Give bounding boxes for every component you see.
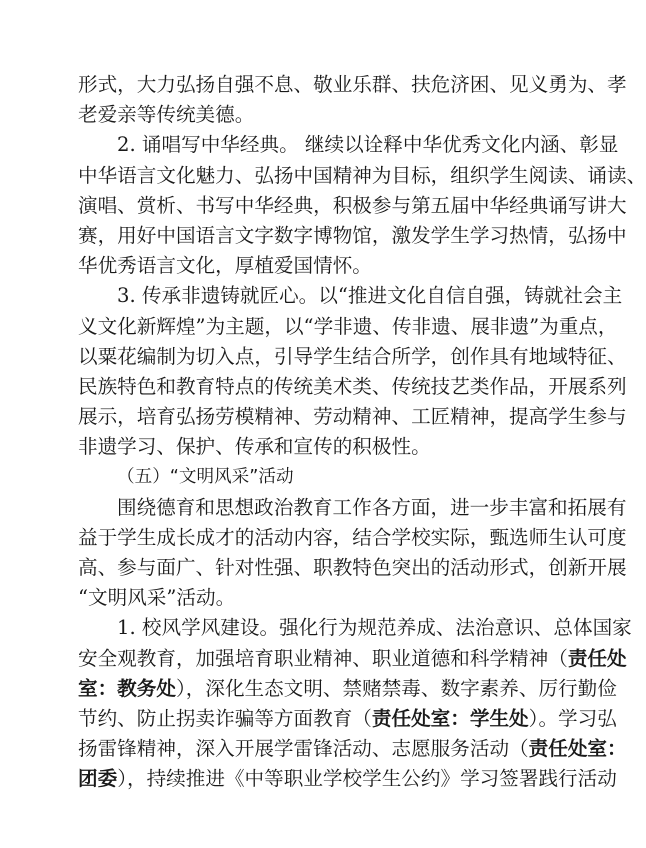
text-segment: 节约、防止拐卖诈骗等方面教育（ [78, 706, 372, 730]
text-line: 非遗学习、保护、传承和宣传的积极性。 [78, 435, 431, 459]
text-line: “文明风采”活动。 [78, 586, 236, 610]
text-line: 以粟花编制为切入点，引导学生结合所学，创作具有地域特征、 [78, 344, 627, 368]
text-line: 华优秀语言文化，厚植爱国情怀。 [78, 254, 372, 278]
text-line: 益于学生成长成才的活动内容，结合学校实际，甄选师生认可度 [78, 525, 627, 549]
text-line [78, 734, 627, 764]
text-line: 2. 诵唱写中华经典。 继续以诠释中华优秀文化内涵、彰显 [117, 133, 619, 157]
text-line: 中华语言文化魅力、弘扬中国精神为目标，组织学生阅读、诵读、 [78, 163, 646, 187]
text-line: 高、参与面广、针对性强、职教特色突出的活动形式，创新开展 [78, 556, 627, 579]
text-line: 赛，用好中国语言文字数字博物馆，激发学生学习热情，弘扬中 [78, 223, 627, 247]
text-segment: 安全观教育，加强培育职业精神、职业道德和科学精神（ [78, 646, 568, 670]
bold-text: 责任处 [567, 646, 627, 670]
text-line [78, 704, 617, 734]
text-segment: ）。学习弘 [528, 706, 617, 730]
text-line: 围绕德育和思想政治教育工作各方面，进一步丰富和拓展有 [117, 495, 627, 519]
text-line: 3. 传承非遗铸就匠心。以“推进文化自信自强，铸就社会主 [117, 284, 623, 308]
text-segment: ），深化生态文明、禁赌禁毒、数字素养、厉行勤俭 [175, 676, 617, 700]
text-line [78, 764, 617, 794]
text-line: 1. 校风学风建设。强化行为规范养成、法治意识、总体国家 [117, 616, 632, 640]
bold-text: 责任处室：学生处 [371, 706, 529, 730]
bold-text: 团委 [78, 767, 118, 791]
text-line: 展示，培育弘扬劳模精神、劳动精神、工匠精神，提高学生参与 [78, 405, 627, 429]
text-line: 老爱亲等传统美德。 [78, 103, 255, 127]
text-line: 民族特色和教育特点的传统美术类、传统技艺类作品，开展系列 [78, 374, 627, 398]
text-line: 形式，大力弘扬自强不息、敬业乐群、扶危济困、见义勇为、孝 [78, 73, 627, 96]
text-line: 义文化新辉煌”为主题，以“学非遗、传非遗、展非遗”为重点， [78, 314, 618, 338]
bold-text: 责任处室： [528, 737, 627, 761]
document-page [78, 70, 646, 795]
bold-text: 室：教务处 [78, 676, 176, 700]
text-segment: ），持续推进《中等职业学校学生公约》学习签署践行活动 [117, 767, 617, 791]
text-line [78, 674, 617, 704]
section-heading: （五）“文明风采”活动 [117, 467, 294, 488]
text-segment: 扬雷锋精神，深入开展学雷锋活动、志愿服务活动（ [78, 737, 529, 761]
text-line: 演唱、赏析、书写中华经典，积极参与第五届中华经典诵写讲大 [78, 193, 627, 217]
text-line [78, 644, 627, 674]
